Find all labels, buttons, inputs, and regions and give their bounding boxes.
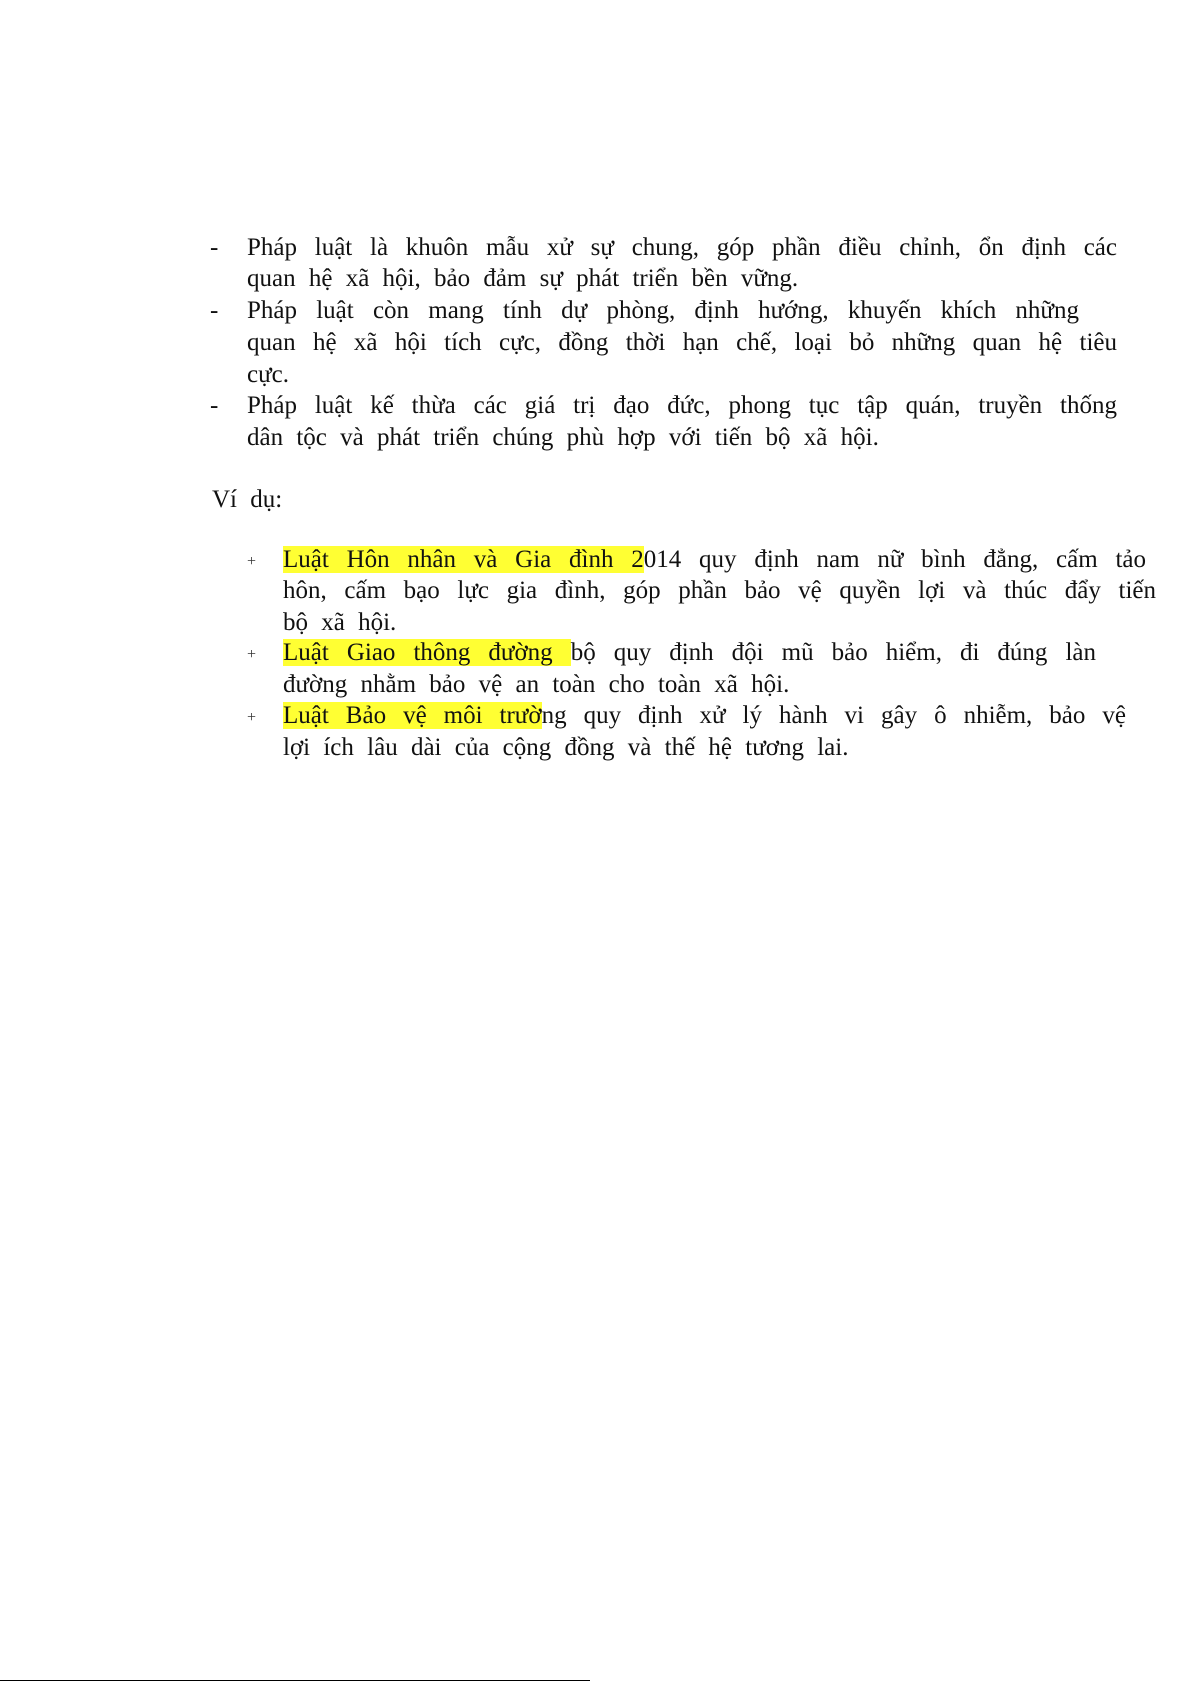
example-line: [283, 700, 1126, 731]
dash-bullet: -: [210, 297, 219, 324]
example-line: đường nhằm bảo vệ an toàn cho toàn xã hội.: [283, 671, 790, 698]
plus-bullet: +: [247, 553, 257, 570]
example-text: 014 quy định nam nữ bình đẳng, cấm tảo: [643, 546, 1146, 573]
highlighted-law-name: Luật Hôn nhân và Gia đình 2: [283, 546, 644, 573]
dash-bullet: -: [210, 392, 219, 419]
footnote-separator: [0, 1680, 590, 1681]
dash-bullet: -: [210, 234, 219, 261]
example-line: hôn, cấm bạo lực gia đình, góp phần bảo vệ quyền lợi và thúc đẩy tiến: [283, 577, 1156, 604]
example-label: Ví dụ:: [212, 486, 283, 513]
plus-bullet: +: [247, 646, 257, 663]
example-line: [283, 544, 1146, 575]
example-text: bộ quy định đội mũ bảo hiểm, đi đúng làn: [570, 639, 1096, 666]
plus-bullet: +: [247, 709, 257, 726]
example-line: [283, 637, 1096, 668]
paragraph-line: quan hệ xã hội tích cực, đồng thời hạn chế, loại bỏ những quan hệ tiêu: [247, 329, 1117, 356]
paragraph-line: Pháp luật kế thừa các giá trị đạo đức, phong tục tập quán, truyền thống: [247, 392, 1117, 419]
highlighted-law-name: Luật Giao thông đường: [283, 639, 571, 666]
example-line: lợi ích lâu dài của cộng đồng và thế hệ tương lai.: [283, 734, 849, 761]
example-text: ng quy định xử lý hành vi gây ô nhiễm, bảo vệ: [541, 702, 1126, 729]
example-line: bộ xã hội.: [283, 609, 397, 636]
paragraph-line: Pháp luật là khuôn mẫu xử sự chung, góp phần điều chỉnh, ổn định các: [247, 234, 1117, 261]
paragraph-line: dân tộc và phát triển chúng phù hợp với tiến bộ xã hội.: [247, 424, 879, 451]
highlighted-law-name: Luật Bảo vệ môi trườ: [283, 702, 542, 729]
paragraph-line: Pháp luật còn mang tính dự phòng, định hướng, khuyến khích những: [247, 297, 1079, 324]
paragraph-line: cực.: [247, 361, 289, 388]
paragraph-line: quan hệ xã hội, bảo đảm sự phát triển bền vững.: [247, 265, 799, 292]
